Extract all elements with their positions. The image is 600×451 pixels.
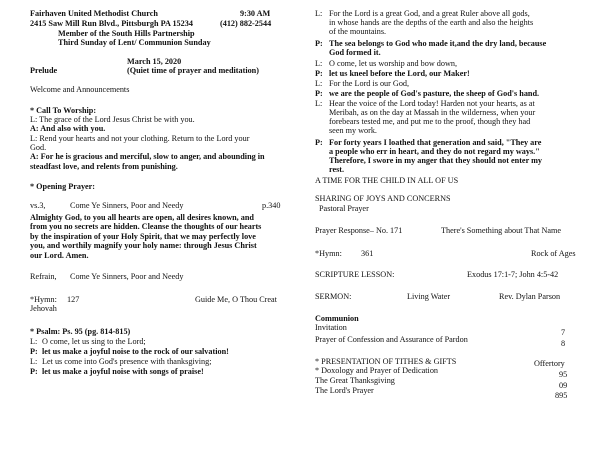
church-name: Fairhaven United Methodist Church	[30, 9, 158, 18]
opening-hymn-page: p.340	[262, 201, 281, 210]
psalm-line: we are the people of God's pasture, the sheep of God's hand.	[329, 89, 540, 98]
lords-prayer-number: 895	[555, 391, 568, 400]
sermon-label: SERMON:	[315, 292, 352, 301]
invitation-item: Invitation	[315, 323, 347, 332]
psalm-line: Hear the voice of the Lord today! Harden not your hearts, as at	[329, 99, 535, 108]
invitation-number: 7	[561, 328, 566, 337]
refrain-title: Come Ye Sinners, Poor and Needy	[70, 272, 184, 281]
psalm-tag: P:	[315, 69, 323, 78]
doxology-number: 95	[559, 370, 568, 379]
sharing-heading: SHARING OF JOYS AND CONCERNS	[315, 194, 451, 203]
child-time: A TIME FOR THE CHILD IN ALL OF US	[315, 176, 459, 185]
psalm-heading: * Psalm: Ps. 95 (pg. 814-815)	[30, 327, 131, 336]
church-address: 2415 Saw Mill Run Blvd., Pittsburgh PA 15234	[30, 19, 193, 28]
hymn-361-label: *Hymn:	[315, 249, 342, 258]
opening-verse: vs.3,	[30, 201, 46, 210]
call-all-2b: steadfast love, and relents from punishing.	[30, 162, 178, 171]
call-all-2a: A: For he is gracious and merciful, slow to anger, and abounding in	[30, 152, 265, 161]
hymn-127-title-cont: Jehovah	[30, 304, 57, 313]
prelude-note: (Quiet time of prayer and meditation)	[127, 66, 259, 75]
hymn-127-title: Guide Me, O Thou Creat	[195, 295, 277, 304]
call-leader-2b: God.	[30, 143, 47, 152]
psalm-line: Let us come into God's presence with thanksgiving;	[42, 357, 212, 366]
prayer-line: you, and worthily magnify your holy name: through Jesus Christ	[30, 241, 257, 250]
psalm-tag: L:	[30, 357, 38, 366]
hymn-361-title: Rock of Ages	[531, 249, 576, 258]
partnership-line: Member of the South Hills Partnership	[58, 29, 195, 38]
hymn-127-label: *Hymn:	[30, 295, 57, 304]
psalm-tag: L:	[315, 79, 323, 88]
welcome-line: Welcome and Announcements	[30, 85, 130, 94]
hymn-127-number: 127	[67, 295, 80, 304]
tithes-heading: * PRESENTATION OF TITHES & GIFTS	[315, 357, 457, 366]
refrain-label: Refrain,	[30, 272, 57, 281]
opening-hymn-title: Come Ye Sinners, Poor and Needy	[70, 201, 184, 210]
sermon-preacher: Rev. Dylan Parson	[499, 292, 561, 301]
psalm-tag: L:	[315, 9, 323, 18]
psalm-line: For the Lord is a great God, and a great Ruler above all gods,	[329, 9, 530, 18]
psalm-tag: L:	[315, 99, 323, 108]
sermon-title: Living Water	[407, 292, 451, 301]
psalm-line: let us kneel before the Lord, our Maker!	[329, 69, 470, 78]
call-leader-2a: L: Rend your hearts and not your clothing. Return to the Lord your	[30, 134, 250, 143]
service-date: March 15, 2020	[127, 57, 182, 66]
prelude-label: Prelude	[30, 66, 58, 75]
psalm-line: seen my work.	[329, 126, 377, 135]
psalm-line: let us make a joyful noise with songs of praise!	[42, 367, 204, 376]
hymn-361-number: 361	[361, 249, 374, 258]
psalm-line: in whose hands are the depths of the earth and also the heights	[329, 18, 534, 27]
prayer-response-title: There's Something about That Name	[441, 226, 562, 235]
doxology-item: * Doxology and Prayer of Dedication	[315, 366, 439, 375]
psalm-tag: P:	[315, 138, 323, 147]
confession-item: Prayer of Confession and Assurance of Pardon	[315, 335, 468, 344]
psalm-line: For forty years I loathed that generation and said, "They are	[329, 138, 542, 147]
call-leader-1: L: The grace of the Lord Jesus Christ be with you.	[30, 115, 195, 124]
opening-prayer-heading: * Opening Prayer:	[30, 182, 96, 191]
pastoral-prayer: Pastoral Prayer	[319, 204, 369, 213]
psalm-line: O come, let us sing to the Lord;	[42, 337, 146, 346]
call-all-1: A: And also with you.	[30, 124, 106, 133]
thanksgiving-number: 09	[559, 381, 568, 390]
prayer-line: our Lord. Amen.	[30, 251, 89, 260]
psalm-line: forebears tested me, and put me to the proof, though they had	[329, 117, 531, 126]
psalm-line: let us make a joyful noise to the rock of our salvation!	[42, 347, 229, 356]
psalm-tag: L:	[30, 337, 38, 346]
occasion-line: Third Sunday of Lent/ Communion Sunday	[58, 38, 211, 47]
scripture-refs: Exodus 17:1-7; John 4:5-42	[467, 270, 559, 279]
confession-number: 8	[561, 339, 566, 348]
lords-prayer-item: The Lord's Prayer	[315, 386, 374, 395]
prayer-response-label: Prayer Response– No. 171	[315, 226, 403, 235]
psalm-tag: P:	[30, 367, 38, 376]
psalm-line: of the mountains.	[329, 27, 387, 36]
call-to-worship-heading: * Call To Worship:	[30, 106, 97, 115]
communion-heading: Communion	[315, 314, 359, 323]
psalm-line: Meribah, as on the day at Massah in the wilderness, when your	[329, 108, 536, 117]
psalm-line: Therefore, I swore in my anger that they should not enter my	[329, 156, 543, 165]
prayer-line: Almighty God, to you all hearts are open, all desires known, and	[30, 213, 254, 222]
prayer-line: by the inspiration of your Holy Spirit, that we may perfectly love	[30, 232, 256, 241]
psalm-line: God formed it.	[329, 48, 381, 57]
psalm-tag: P:	[30, 347, 38, 356]
psalm-line: rest.	[329, 165, 345, 174]
psalm-line: The sea belongs to God who made it,and the dry land, because	[329, 39, 547, 48]
psalm-tag: P:	[315, 39, 323, 48]
thanksgiving-item: The Great Thanksgiving	[315, 376, 395, 385]
scripture-label: SCRIPTURE LESSON:	[315, 270, 395, 279]
offertory-label: Offertory	[534, 359, 565, 368]
psalm-line: a people who err in heart, and they do not regard my ways."	[329, 147, 540, 156]
psalm-tag: L:	[315, 59, 323, 68]
service-time: 9:30 AM	[240, 9, 271, 18]
prayer-line: from you no secrets are hidden. Cleanse the thoughts of our hearts	[30, 222, 262, 231]
psalm-tag: P:	[315, 89, 323, 98]
psalm-line: For the Lord is our God,	[329, 79, 410, 88]
psalm-line: O come, let us worship and bow down,	[329, 59, 458, 68]
church-phone: (412) 882-2544	[220, 19, 272, 28]
